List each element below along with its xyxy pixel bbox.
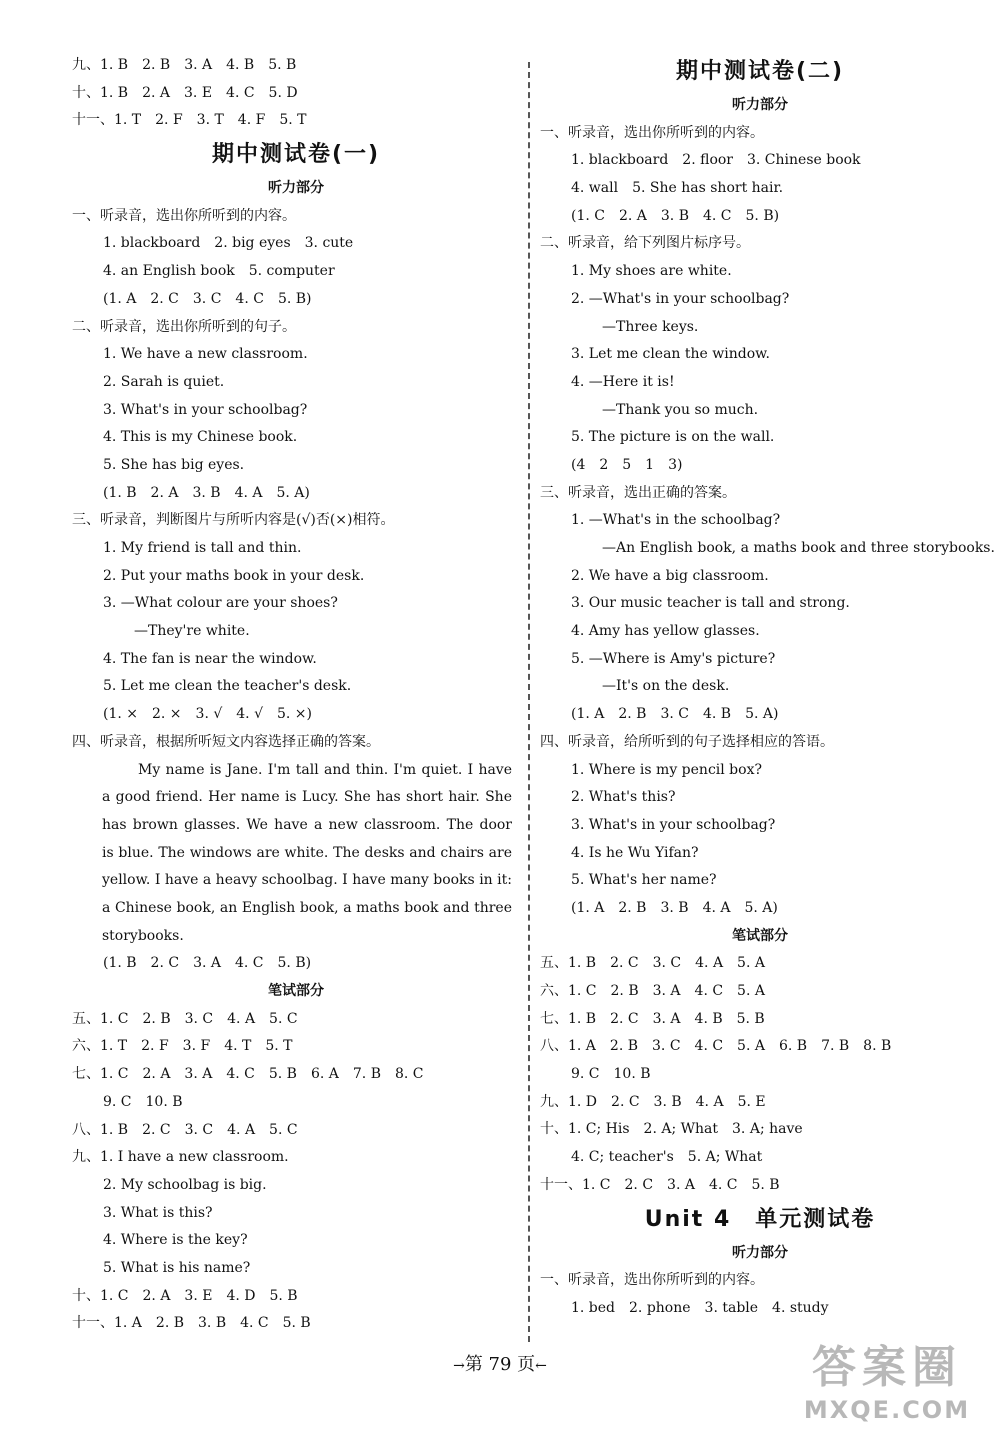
section-title: 期中测试卷(二) [675, 59, 845, 84]
answer-line: 九、1. D 2. C 3. B 4. A 5. E [540, 1093, 766, 1110]
answer-line: 3. —What colour are your shoes? [103, 595, 338, 612]
section-subtitle: 听力部分 [732, 97, 788, 113]
answer-line: 1. —What's in the schoolbag? [571, 512, 781, 529]
section-subtitle: 听力部分 [732, 1244, 788, 1261]
answer-line: 3. What's in your schoolbag? [571, 816, 776, 833]
passage-paragraph: My name is Jane. I'm tall and thin. I'm quiet. I have a good friend. Her name is Lucy. She has short hair. She has brown glasses. We have a new classroom. The door is blue. The windows are white. The desks and chairs are yellow. I have a heavy schoolbag. I have many books in it: a Chinese book, an English book, a maths book and three storybooks. [102, 761, 512, 944]
answer-line: 1. My friend is tall and thin. [103, 540, 302, 556]
answer-line: 一、听录音，选出你所听到的内容。 [540, 1272, 764, 1289]
answer-line: 2. My schoolbag is big. [103, 1176, 267, 1193]
answer-line: 4. wall 5. She has short hair. [571, 180, 784, 197]
footer-arrow-right: ← [535, 1358, 547, 1374]
answer-line: 六、1. T 2. F 3. F 4. T 5. T [72, 1038, 293, 1055]
answer-line: 五、1. B 2. C 3. C 4. A 5. A [540, 955, 765, 972]
answer-line: 三、听录音，选出正确的答案。 [540, 484, 736, 501]
answer-line: 2. —What's in your schoolbag? [571, 290, 790, 307]
watermark-url: MXQE.COM [803, 1396, 971, 1424]
answer-line: 2. Sarah is quiet. [103, 373, 225, 390]
answer-line: 4. —Here it is! [571, 373, 675, 390]
answer-line: 二、听录音，给下列图片标序号。 [540, 235, 750, 252]
section-title: 期中测试卷(一) [211, 142, 381, 168]
answer-line: 9. C 10. B [103, 1093, 183, 1110]
answer-line: 5. She has big eyes. [103, 456, 245, 473]
answer-line: 七、1. B 2. C 3. A 4. B 5. B [540, 1010, 765, 1027]
page-number: 第 79 页 [464, 1354, 536, 1375]
answer-line: 八、1. B 2. C 3. C 4. A 5. C [72, 1121, 298, 1138]
answer-line: 一、听录音，选出你所听到的内容。 [540, 124, 764, 141]
answer-line: 十、1. C 2. A 3. E 4. D 5. B [72, 1287, 298, 1304]
answer-line: 1. We have a new classroom. [103, 346, 308, 363]
watermark-text: 答案圈 [812, 1342, 962, 1393]
answer-line: 5. What's her name? [571, 872, 717, 889]
left-column [72, 52, 520, 1338]
answer-line: —Thank you so much. [602, 401, 759, 418]
answer-line: 十一、1. T 2. F 3. T 4. F 5. T [72, 112, 307, 129]
answer-line: 1. My shoes are white. [571, 263, 732, 280]
answer-line: —It's on the desk. [602, 678, 730, 695]
section-subtitle: 笔试部分 [732, 927, 788, 944]
answer-line: (4 2 5 1 3) [571, 456, 683, 473]
answer-line: 十一、1. A 2. B 3. B 4. C 5. B [72, 1315, 311, 1332]
answer-line: 二、听录音，选出你所听到的句子。 [72, 318, 296, 335]
answer-line: 七、1. C 2. A 3. A 4. C 5. B 6. A 7. B 8. C [72, 1066, 424, 1083]
answer-line: 3. Let me clean the window. [571, 346, 770, 363]
section-title: Unit 4 单元测试卷 [644, 1206, 876, 1232]
answer-line: 3. What's in your schoolbag? [103, 401, 308, 418]
answer-line: 4. an English book 5. computer [103, 263, 335, 280]
answer-line: 1. blackboard 2. floor 3. Chinese book [571, 152, 861, 169]
answer-line: 5. What is his name? [103, 1259, 251, 1276]
answer-line: 九、1. B 2. B 3. A 4. B 5. B [72, 57, 297, 73]
answer-line: (1. B 2. C 3. A 4. C 5. B) [103, 955, 312, 972]
answer-line: 4. Where is the key? [103, 1232, 248, 1249]
answer-line: (1. A 2. B 3. C 4. B 5. A) [571, 706, 779, 723]
answer-line: —They're white. [134, 623, 250, 640]
answer-line: 3. What is this? [103, 1204, 213, 1221]
answer-line: 八、1. A 2. B 3. C 4. C 5. A 6. B 7. B 8. B [540, 1038, 892, 1055]
watermark-logo [792, 1341, 982, 1433]
column-divider [528, 62, 530, 1342]
answer-line: (1. C 2. A 3. B 4. C 5. B) [571, 207, 780, 224]
right-column [540, 52, 995, 1323]
footer-arrow-left: → [453, 1358, 465, 1374]
answer-line: 四、听录音，根据所听短文内容选择正确的答案。 [72, 733, 380, 750]
section-subtitle: 笔试部分 [268, 983, 324, 1000]
answer-line: 1. blackboard 2. big eyes 3. cute [103, 235, 354, 252]
answer-line: 一、听录音，选出你所听到的内容。 [72, 207, 296, 224]
answer-line: 9. C 10. B [571, 1066, 651, 1083]
answer-line: 十、1. B 2. A 3. E 4. C 5. D [72, 84, 298, 101]
answer-line: 四、听录音，给所听到的句子选择相应的答语。 [540, 733, 834, 750]
answer-line: 六、1. C 2. B 3. A 4. C 5. A [540, 983, 765, 999]
answer-line: 5. The picture is on the wall. [571, 429, 775, 446]
answer-line: 3. Our music teacher is tall and strong. [571, 595, 850, 612]
answer-line: 4. This is my Chinese book. [103, 429, 298, 446]
answer-line: 三、听录音，判断图片与所听内容是(√)否(×)相符。 [72, 512, 395, 529]
answer-line: 1. bed 2. phone 3. table 4. study [571, 1299, 829, 1316]
answer-line: (1. A 2. C 3. C 4. C 5. B) [103, 290, 312, 307]
answer-line: 4. The fan is near the window. [103, 650, 317, 667]
answer-line: 十、1. C; His 2. A; What 3. A; have [540, 1121, 803, 1138]
answer-line: (1. × 2. × 3. √ 4. √ 5. ×) [103, 706, 312, 723]
answer-line: (1. A 2. B 3. B 4. A 5. A) [571, 899, 778, 916]
answer-line: 五、1. C 2. B 3. C 4. A 5. C [72, 1010, 298, 1027]
answer-line: —Three keys. [602, 318, 699, 335]
answer-line: 2. What's this? [571, 789, 676, 806]
answer-line: 九、1. I have a new classroom. [72, 1149, 289, 1166]
answer-line: 4. Amy has yellow glasses. [571, 623, 760, 640]
answer-line: 2. We have a big classroom. [571, 567, 769, 584]
answer-line: 十一、1. C 2. C 3. A 4. C 5. B [540, 1176, 780, 1193]
answer-line: 4. Is he Wu Yifan? [571, 844, 699, 861]
section-subtitle: 听力部分 [268, 180, 324, 197]
answer-line: —An English book, a maths book and three storybooks. [602, 540, 995, 556]
answer-line: 5. —Where is Amy's picture? [571, 650, 776, 667]
answer-line: 5. Let me clean the teacher's desk. [103, 678, 352, 695]
answer-line: (1. B 2. A 3. B 4. A 5. A) [103, 484, 310, 501]
answer-line: 4. C; teacher's 5. A; What [571, 1149, 763, 1166]
answer-line: 2. Put your maths book in your desk. [103, 567, 365, 584]
answer-line: 1. Where is my pencil box? [571, 761, 762, 778]
